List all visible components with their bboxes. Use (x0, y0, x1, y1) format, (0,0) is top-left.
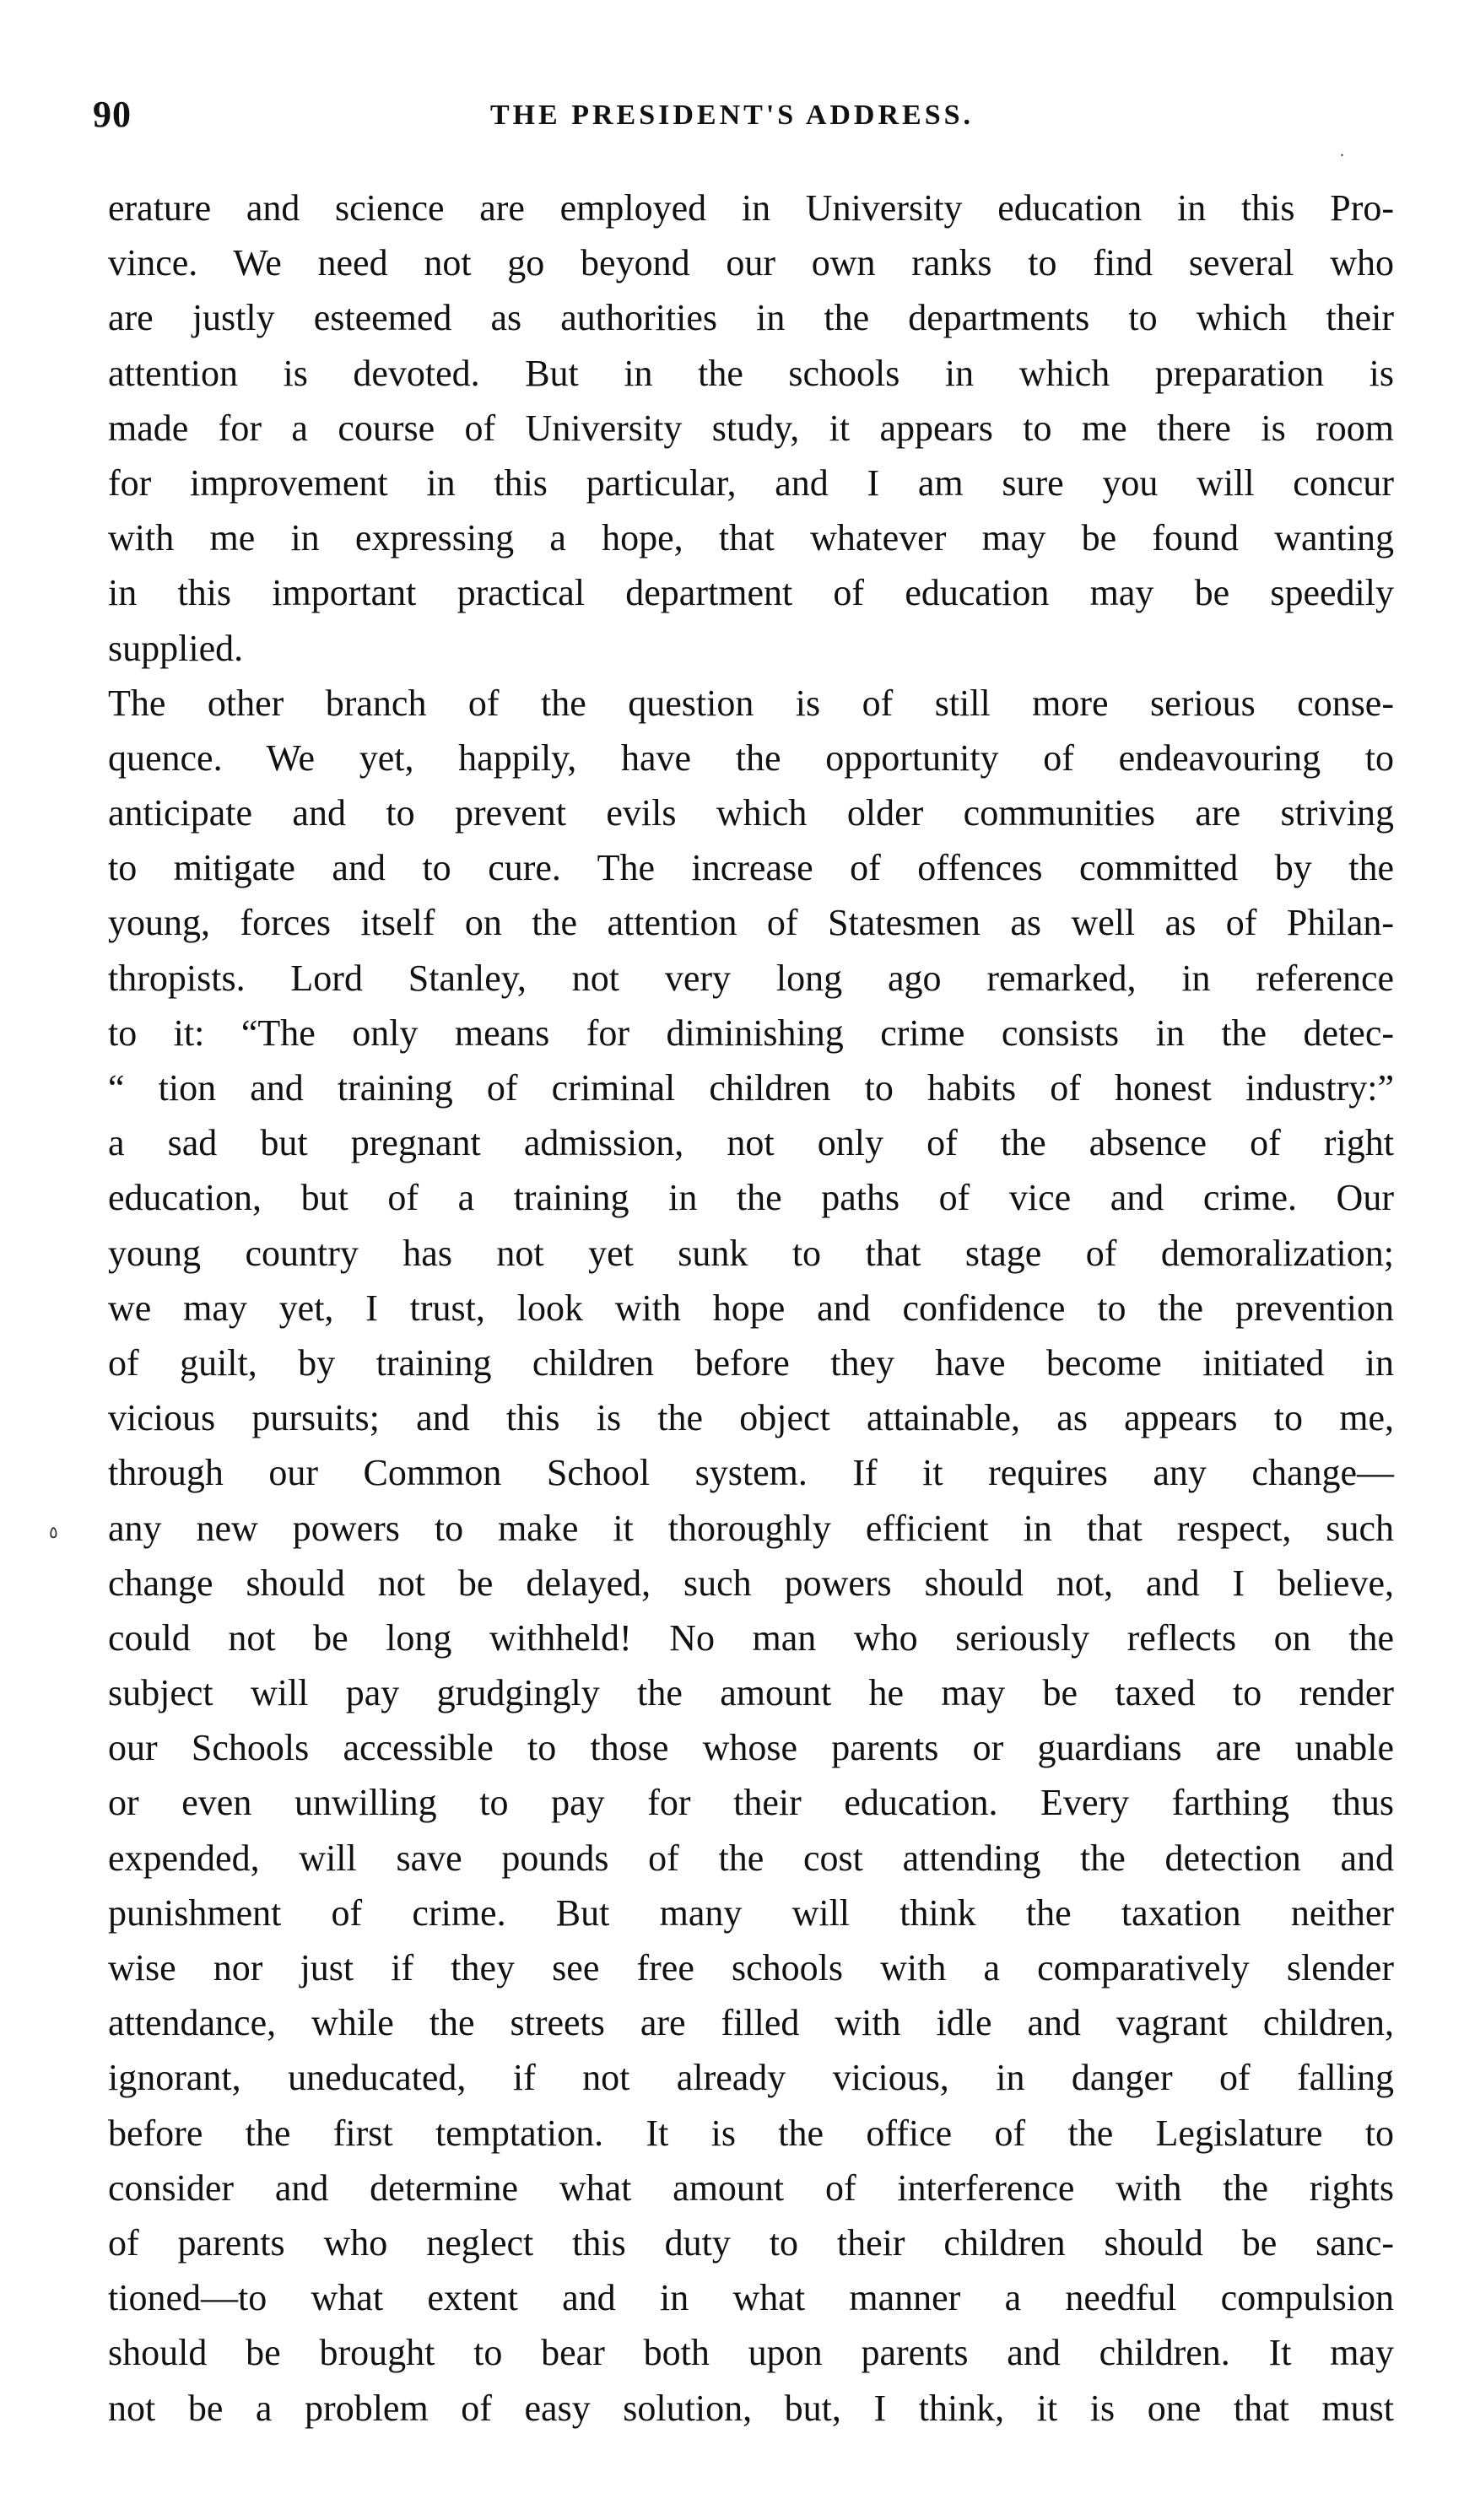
text-line: supplied. (108, 627, 244, 669)
text-line: anticipate and to prevent evils which older communities are striving (108, 792, 1394, 834)
body-text (108, 181, 1394, 2436)
text-line: change should not be delayed, such powers should not, and I believe, (108, 1562, 1394, 1604)
text-line: vicious pursuits; and this is the object attainable, as appears to me, (108, 1397, 1394, 1439)
text-line: attention is devoted. But in the schools in which preparation is (108, 352, 1394, 394)
text-line: education, but of a training in the paths of vice and crime. Our (108, 1177, 1394, 1219)
text-line: wise nor just if they see free schools with a comparatively slender (108, 1947, 1394, 1988)
text-line: made for a course of University study, it appears to me there is room (108, 407, 1394, 449)
text-line: for improvement in this particular, and I am sure you will concur (108, 461, 1394, 504)
text-line: of parents who neglect this duty to their children should be sanc- (108, 2221, 1394, 2264)
text-line: young, forces itself on the attention of Statesmen as well as of Philan- (108, 902, 1394, 944)
running-header: THE PRESIDENT'S ADDRESS. (489, 100, 975, 131)
paragraph-2 (108, 676, 1394, 2436)
text-line: in this important practical department of education may be speedily (108, 572, 1394, 614)
text-line: we may yet, I trust, look with hope and confidence to the prevention (108, 1287, 1394, 1329)
margin-mark: ٥ (49, 1524, 58, 1542)
text-line: subject will pay grudgingly the amount he may be taxed to render (108, 1672, 1394, 1714)
text-line: not be a problem of easy solution, but, I think, it is one that must (108, 2387, 1394, 2429)
text-line: attendance, while the streets are filled with idle and vagrant children, (108, 2002, 1394, 2044)
text-line: tioned—to what extent and in what manner a needful compulsion (108, 2277, 1394, 2319)
text-line: before the first temptation. It is the office of the Legislature to (108, 2112, 1394, 2154)
print-speck: . (1340, 142, 1344, 160)
text-line: thropists. Lord Stanley, not very long ago remarked, in reference (108, 957, 1394, 999)
text-line: our Schools accessible to those whose parents or guardians are unable (108, 1727, 1394, 1769)
text-line: with me in expressing a hope, that whatever may be found wanting (108, 517, 1394, 559)
text-line: to mitigate and to cure. The increase of offences committed by the (108, 847, 1394, 889)
page-number: 90 (93, 94, 132, 135)
text-line: to it: “The only means for diminishing crime consists in the detec- (108, 1012, 1394, 1054)
text-line: of guilt, by training children before they have become initiated in (108, 1341, 1394, 1384)
text-line: “ tion and training of criminal children to habits of honest industry:” (108, 1067, 1394, 1109)
text-line: The other branch of the question is of still more serious conse- (108, 682, 1394, 724)
text-line: quence. We yet, happily, have the opportunity of endeavouring to (108, 737, 1394, 779)
text-line: punishment of crime. But many will think the taxation neither (108, 1891, 1394, 1934)
text-line: young country has not yet sunk to that stage of demoralization; (108, 1232, 1394, 1274)
text-line: a sad but pregnant admission, not only of the absence of right (108, 1122, 1394, 1164)
text-line: through our Common School system. If it requires any change— (108, 1452, 1394, 1494)
text-line: ignorant, uneducated, if not already vicious, in danger of falling (108, 2057, 1394, 2099)
text-line: vince. We need not go beyond our own ranks to find several who (108, 242, 1394, 284)
text-line: consider and determine what amount of interference with the rights (108, 2167, 1394, 2209)
text-line: are justly esteemed as authorities in the departments to which their (108, 297, 1394, 339)
text-line: any new powers to make it thoroughly efficient in that respect, such (108, 1507, 1394, 1549)
text-line: erature and science are employed in University education in this Pro- (108, 187, 1394, 229)
text-line: or even unwilling to pay for their education. Every farthing thus (108, 1782, 1394, 1824)
text-line: could not be long withheld! No man who seriously reflects on the (108, 1616, 1394, 1659)
paragraph-1 (108, 181, 1394, 676)
text-line: expended, will save pounds of the cost attending the detection and (108, 1837, 1394, 1879)
text-line: should be brought to bear both upon parents and children. It may (108, 2332, 1394, 2374)
